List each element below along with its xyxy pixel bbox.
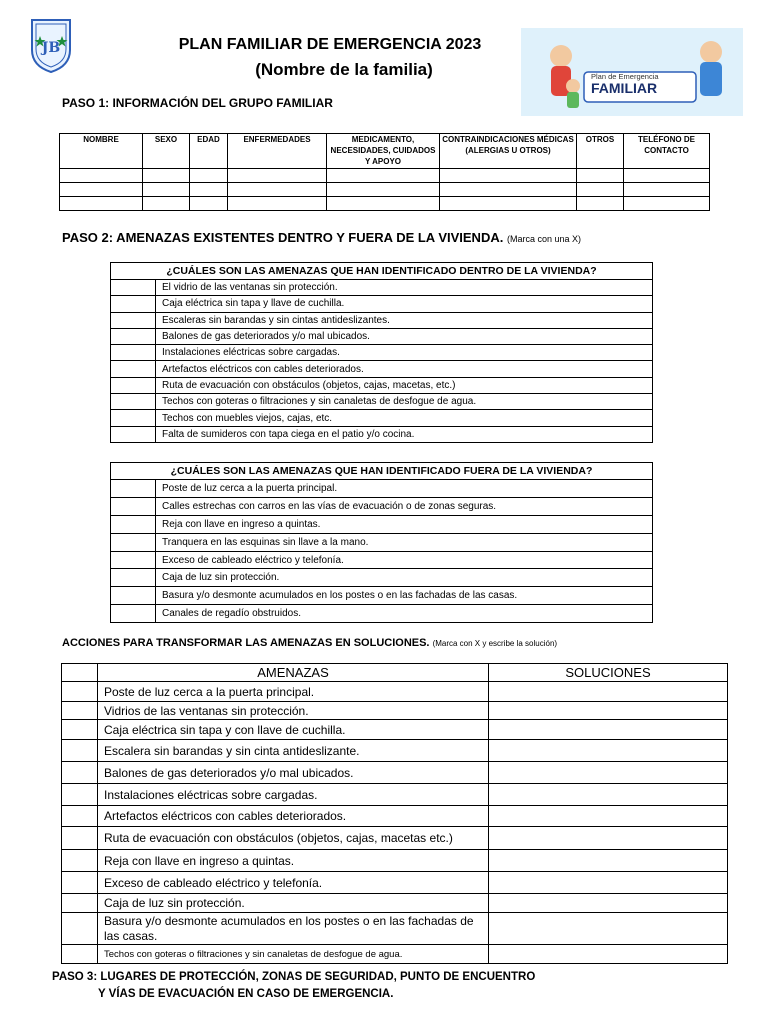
threat-label: Instalaciones eléctricas sobre cargadas. <box>156 345 653 361</box>
threat-mark-cell[interactable] <box>111 296 156 312</box>
action-row <box>62 762 728 784</box>
threat-label: Basura y/o desmonte acumulados en los postes o en las fachadas de las casas. <box>156 587 653 605</box>
threats-inside-header: ¿CUÁLES SON LAS AMENAZAS QUE HAN IDENTIFICADO DENTRO DE LA VIVIENDA? <box>111 263 653 280</box>
paso2-title <box>62 230 581 245</box>
action-mark-cell[interactable] <box>62 702 98 720</box>
solution-cell[interactable] <box>489 740 728 762</box>
acciones-note: (Marca con X y escribe la solución) <box>432 639 558 648</box>
threat-mark-cell[interactable] <box>111 280 156 296</box>
action-row <box>62 702 728 720</box>
action-mark-cell[interactable] <box>62 913 98 945</box>
solution-cell[interactable] <box>489 682 728 702</box>
threat-label: Caja de luz sin protección. <box>156 569 653 587</box>
threat-row <box>111 426 653 442</box>
solution-cell[interactable] <box>489 894 728 913</box>
svg-text:JB: JB <box>41 40 61 56</box>
action-row <box>62 945 728 964</box>
threat-label: Poste de luz cerca a la puerta principal. <box>156 480 653 498</box>
action-row <box>62 740 728 762</box>
solution-cell[interactable] <box>489 720 728 740</box>
action-row <box>62 827 728 850</box>
action-threat-label: Caja eléctrica sin tapa y con llave de cuchilla. <box>98 720 489 740</box>
action-threat-label: Basura y/o desmonte acumulados en los postes o en las fachadas de las casas. <box>98 913 489 945</box>
threat-row <box>111 312 653 328</box>
col-nombre: NOMBRE <box>60 134 143 169</box>
family-info-row[interactable] <box>60 169 710 183</box>
threat-mark-cell[interactable] <box>111 480 156 498</box>
threat-label: El vidrio de las ventanas sin protección. <box>156 280 653 296</box>
col-contraindicaciones: CONTRAINDICACIONES MÉDICAS (ALERGIAS U OTROS) <box>440 134 577 169</box>
paso3-line1: PASO 3: LUGARES DE PROTECCIÓN, ZONAS DE SEGURIDAD, PUNTO DE ENCUENTRO <box>52 971 536 983</box>
threat-mark-cell[interactable] <box>111 551 156 569</box>
action-mark-cell[interactable] <box>62 740 98 762</box>
action-mark-cell[interactable] <box>62 872 98 894</box>
threat-row <box>111 569 653 587</box>
action-threat-label: Exceso de cableado eléctrico y telefonía. <box>98 872 489 894</box>
threat-mark-cell[interactable] <box>111 410 156 426</box>
threat-row <box>111 345 653 361</box>
action-mark-cell[interactable] <box>62 784 98 806</box>
banner-small-text: Plan de Emergencia <box>591 72 659 81</box>
acciones-title-text: ACCIONES PARA TRANSFORMAR LAS AMENAZAS EN SOLUCIONES. <box>62 637 430 649</box>
threat-label: Ruta de evacuación con obstáculos (objetos, cajas, macetas, etc.) <box>156 377 653 393</box>
threat-row <box>111 533 653 551</box>
action-threat-label: Techos con goteras o filtraciones y sin canaletas de desfogue de agua. <box>98 945 489 964</box>
family-info-row[interactable] <box>60 197 710 211</box>
col-soluciones: SOLUCIONES <box>489 664 728 682</box>
threat-label: Exceso de cableado eléctrico y telefonía. <box>156 551 653 569</box>
threat-label: Canales de regadío obstruidos. <box>156 605 653 623</box>
col-otros: OTROS <box>577 134 624 169</box>
col-sexo: SEXO <box>143 134 190 169</box>
threat-row <box>111 497 653 515</box>
actions-table <box>61 663 728 964</box>
threat-row <box>111 605 653 623</box>
col-telefono: TELÉFONO DE CONTACTO <box>624 134 710 169</box>
threat-row <box>111 361 653 377</box>
solution-cell[interactable] <box>489 806 728 827</box>
threat-row <box>111 377 653 393</box>
threat-mark-cell[interactable] <box>111 345 156 361</box>
action-threat-label: Reja con llave en ingreso a quintas. <box>98 850 489 872</box>
action-mark-cell[interactable] <box>62 762 98 784</box>
paso2-title-text: PASO 2: AMENAZAS EXISTENTES DENTRO Y FUERA DE LA VIVIENDA. <box>62 230 504 245</box>
threat-mark-cell[interactable] <box>111 426 156 442</box>
family-plan-banner <box>521 28 743 116</box>
action-mark-cell[interactable] <box>62 894 98 913</box>
family-info-table <box>59 133 710 211</box>
actions-header-blank <box>62 664 98 682</box>
action-row <box>62 850 728 872</box>
action-mark-cell[interactable] <box>62 850 98 872</box>
solution-cell[interactable] <box>489 827 728 850</box>
col-medicamento: MEDICAMENTO, NECESIDADES, CUIDADOS Y APOYO <box>327 134 440 169</box>
threats-outside-table <box>110 462 653 623</box>
action-threat-label: Ruta de evacuación con obstáculos (objetos, cajas, macetas etc.) <box>98 827 489 850</box>
col-amenazas: AMENAZAS <box>98 664 489 682</box>
threat-mark-cell[interactable] <box>111 394 156 410</box>
threat-label: Techos con goteras o filtraciones y sin canaletas de desfogue de agua. <box>156 394 653 410</box>
acciones-title <box>62 637 557 649</box>
action-threat-label: Escalera sin barandas y sin cinta antideslizante. <box>98 740 489 762</box>
threat-row <box>111 551 653 569</box>
threat-mark-cell[interactable] <box>111 515 156 533</box>
action-row <box>62 784 728 806</box>
solution-cell[interactable] <box>489 872 728 894</box>
threat-mark-cell[interactable] <box>111 605 156 623</box>
col-edad: EDAD <box>190 134 228 169</box>
paso2-note: (Marca con una X) <box>506 234 581 244</box>
threat-label: Calles estrechas con carros en las vías de evacuación o de zonas seguras. <box>156 497 653 515</box>
action-mark-cell[interactable] <box>62 806 98 827</box>
threat-row <box>111 480 653 498</box>
page-title: PLAN FAMILIAR DE EMERGENCIA 2023 <box>178 36 482 53</box>
threat-label: Caja eléctrica sin tapa y llave de cuchilla. <box>156 296 653 312</box>
action-threat-label: Artefactos eléctricos con cables deteriorados. <box>98 806 489 827</box>
threat-label: Falta de sumideros con tapa ciega en el patio y/o cocina. <box>156 426 653 442</box>
threats-inside-table <box>110 262 653 443</box>
threat-row <box>111 515 653 533</box>
col-enfermedades: ENFERMEDADES <box>228 134 327 169</box>
threat-row <box>111 296 653 312</box>
threat-mark-cell[interactable] <box>111 328 156 344</box>
threat-label: Artefactos eléctricos con cables deteriorados. <box>156 361 653 377</box>
threat-label: Balones de gas deteriorados y/o mal ubicados. <box>156 328 653 344</box>
threat-label: Techos con muebles viejos, cajas, etc. <box>156 410 653 426</box>
solution-cell[interactable] <box>489 850 728 872</box>
threat-mark-cell[interactable] <box>111 587 156 605</box>
threat-row <box>111 394 653 410</box>
threat-mark-cell[interactable] <box>111 312 156 328</box>
action-mark-cell[interactable] <box>62 827 98 850</box>
threat-mark-cell[interactable] <box>111 569 156 587</box>
threat-label: Escaleras sin barandas y sin cintas antideslizantes. <box>156 312 653 328</box>
threats-outside-header: ¿CUÁLES SON LAS AMENAZAS QUE HAN IDENTIFICADO FUERA DE LA VIVIENDA? <box>111 463 653 480</box>
banner-big-text: FAMILIAR <box>591 80 658 96</box>
threat-mark-cell[interactable] <box>111 377 156 393</box>
action-row <box>62 872 728 894</box>
action-row <box>62 894 728 913</box>
action-mark-cell[interactable] <box>62 720 98 740</box>
action-threat-label: Caja de luz sin protección. <box>98 894 489 913</box>
paso3-title <box>52 969 535 1003</box>
threat-label: Reja con llave en ingreso a quintas. <box>156 515 653 533</box>
family-info-row[interactable] <box>60 183 710 197</box>
threat-mark-cell[interactable] <box>111 497 156 515</box>
family-name-subtitle: (Nombre de la familia) <box>255 60 433 79</box>
threat-mark-cell[interactable] <box>111 361 156 377</box>
family-info-header-row <box>60 134 710 169</box>
action-row <box>62 806 728 827</box>
threat-label: Tranquera en las esquinas sin llave a la mano. <box>156 533 653 551</box>
threat-row <box>111 328 653 344</box>
threat-row <box>111 587 653 605</box>
action-row <box>62 913 728 945</box>
threat-mark-cell[interactable] <box>111 533 156 551</box>
action-row <box>62 720 728 740</box>
action-mark-cell[interactable] <box>62 945 98 964</box>
school-seal-logo <box>28 16 74 74</box>
action-row <box>62 682 728 702</box>
action-mark-cell[interactable] <box>62 682 98 702</box>
action-threat-label: Vidrios de las ventanas sin protección. <box>98 702 489 720</box>
solution-cell[interactable] <box>489 784 728 806</box>
paso3-line2: Y VÍAS DE EVACUACIÓN EN CASO DE EMERGENCIA. <box>98 988 394 1000</box>
threat-row <box>111 280 653 296</box>
solution-cell[interactable] <box>489 762 728 784</box>
solution-cell[interactable] <box>489 945 728 964</box>
paso1-title: PASO 1: INFORMACIÓN DEL GRUPO FAMILIAR <box>62 96 333 110</box>
solution-cell[interactable] <box>489 702 728 720</box>
action-threat-label: Instalaciones eléctricas sobre cargadas. <box>98 784 489 806</box>
solution-cell[interactable] <box>489 913 728 945</box>
action-threat-label: Balones de gas deteriorados y/o mal ubicados. <box>98 762 489 784</box>
threat-row <box>111 410 653 426</box>
action-threat-label: Poste de luz cerca a la puerta principal. <box>98 682 489 702</box>
